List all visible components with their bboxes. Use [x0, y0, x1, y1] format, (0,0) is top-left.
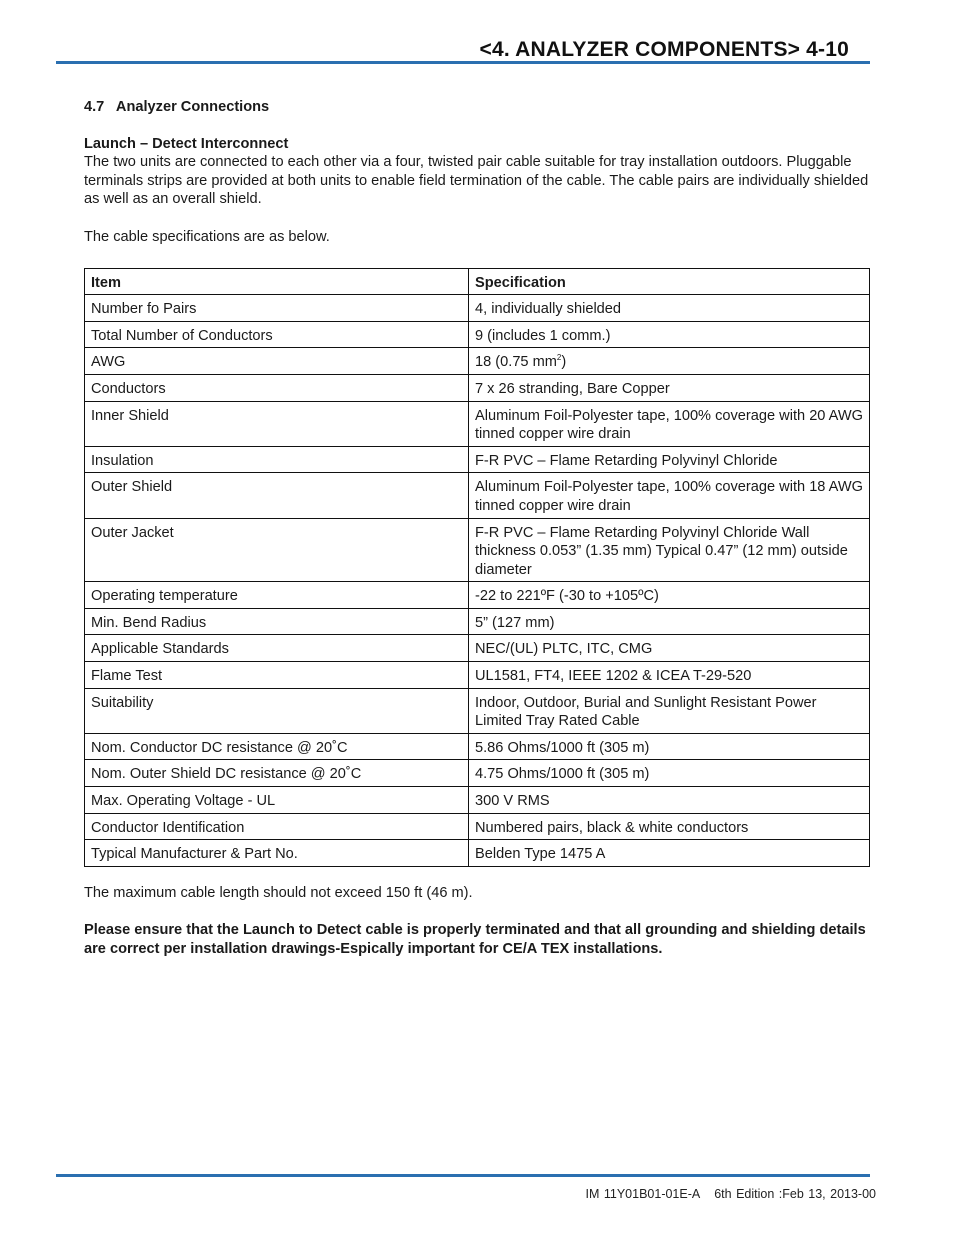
item-cell: Outer Jacket — [85, 518, 469, 582]
max-length-note: The maximum cable length should not exceed 150 ft (46 m). — [84, 884, 473, 901]
item-cell: Flame Test — [85, 662, 469, 689]
spec-cell: Belden Type 1475 A — [469, 840, 870, 867]
subsection-heading: Launch – Detect Interconnect — [84, 135, 289, 152]
table-row — [85, 374, 870, 401]
table-row — [85, 733, 870, 760]
spec-cell: NEC/(UL) PLTC, ITC, CMG — [469, 635, 870, 662]
spec-cell: 5” (127 mm) — [469, 608, 870, 635]
table-row — [85, 840, 870, 867]
table-row — [85, 446, 870, 473]
spec-cell: F-R PVC – Flame Retarding Polyvinyl Chloride Wall thickness 0.053” (1.35 mm) Typical 0.47” (12 mm) outside diameter — [469, 518, 870, 582]
item-cell: Applicable Standards — [85, 635, 469, 662]
spec-cell: 300 V RMS — [469, 787, 870, 814]
table-row — [85, 321, 870, 348]
table-row — [85, 787, 870, 814]
table-row — [85, 582, 870, 609]
header-rule — [56, 61, 870, 64]
item-cell: Total Number of Conductors — [85, 321, 469, 348]
page-footer — [586, 1187, 877, 1201]
item-cell: AWG — [85, 348, 469, 375]
table-row — [85, 295, 870, 322]
intro-paragraph: The two units are connected to each other via a four, twisted pair cable suitable for tray installation outdoors. Pluggable terminals strips are provided at both units to enable field termination of the cable. The cable pairs are individually shielded as well as an overall shield. — [84, 154, 869, 208]
awg-value: 18 (0.75 mm — [475, 354, 557, 371]
item-cell: Outer Shield — [85, 473, 469, 518]
spec-intro: The cable specifications are as below. — [84, 228, 330, 245]
footer-doc-id: IM 11Y01B01-01E-A — [585, 1187, 701, 1201]
spec-cell: UL1581, FT4, IEEE 1202 & ICEA T-29-520 — [469, 662, 870, 689]
table-row — [85, 635, 870, 662]
spec-cell: Aluminum Foil-Polyester tape, 100% coverage with 20 AWG tinned copper wire drain — [469, 401, 870, 446]
page-header-title: <4. ANALYZER COMPONENTS> 4-10 — [479, 38, 849, 61]
spec-cell: Numbered pairs, black & white conductors — [469, 813, 870, 840]
item-cell: Conductors — [85, 374, 469, 401]
item-cell: Min. Bend Radius — [85, 608, 469, 635]
spec-cell: 7 x 26 stranding, Bare Copper — [469, 374, 870, 401]
item-cell: Conductor Identification — [85, 813, 469, 840]
item-cell: Nom. Conductor DC resistance @ 20˚C — [85, 733, 469, 760]
item-cell: Inner Shield — [85, 401, 469, 446]
item-cell: Operating temperature — [85, 582, 469, 609]
table-row — [85, 813, 870, 840]
item-cell: Number fo Pairs — [85, 295, 469, 322]
spec-cell: -22 to 221ºF (-30 to +105ºC) — [469, 582, 870, 609]
table-header-row — [85, 268, 870, 295]
section-heading: 4.7 Analyzer Connections — [84, 99, 270, 115]
table-row — [85, 760, 870, 787]
spec-cell: 9 (includes 1 comm.) — [469, 321, 870, 348]
table-row — [85, 518, 870, 582]
awg-close: ) — [561, 354, 567, 371]
item-cell: Suitability — [85, 688, 469, 733]
table-header-item: Item — [85, 268, 469, 295]
cable-spec-table — [84, 268, 870, 867]
table-row — [85, 662, 870, 689]
spec-cell — [469, 348, 870, 375]
footer-edition: 6th Edition :Feb 13, 2013-00 — [714, 1187, 876, 1201]
table-row — [85, 348, 870, 375]
spec-cell: 4, individually shielded — [469, 295, 870, 322]
item-cell: Nom. Outer Shield DC resistance @ 20˚C — [85, 760, 469, 787]
item-cell: Max. Operating Voltage - UL — [85, 787, 469, 814]
table-row — [85, 608, 870, 635]
page-content — [84, 98, 874, 959]
table-header-specification: Specification — [469, 268, 870, 295]
table-row — [85, 401, 870, 446]
installation-warning: Please ensure that the Launch to Detect cable is properly terminated and that all grounding and shielding details are correct per installation drawings-Espically important for CE/A TEX installations. — [84, 922, 866, 957]
table-row — [85, 688, 870, 733]
item-cell: Insulation — [85, 446, 469, 473]
superscript-2: 2 — [556, 353, 562, 363]
item-cell: Typical Manufacturer & Part No. — [85, 840, 469, 867]
footer-rule — [56, 1174, 870, 1177]
spec-cell: F-R PVC – Flame Retarding Polyvinyl Chloride — [469, 446, 870, 473]
spec-cell: Indoor, Outdoor, Burial and Sunlight Resistant Power Limited Tray Rated Cable — [469, 688, 870, 733]
table-row — [85, 473, 870, 518]
spec-cell: 4.75 Ohms/1000 ft (305 m) — [469, 760, 870, 787]
spec-cell: Aluminum Foil-Polyester tape, 100% coverage with 18 AWG tinned copper wire drain — [469, 473, 870, 518]
spec-cell: 5.86 Ohms/1000 ft (305 m) — [469, 733, 870, 760]
